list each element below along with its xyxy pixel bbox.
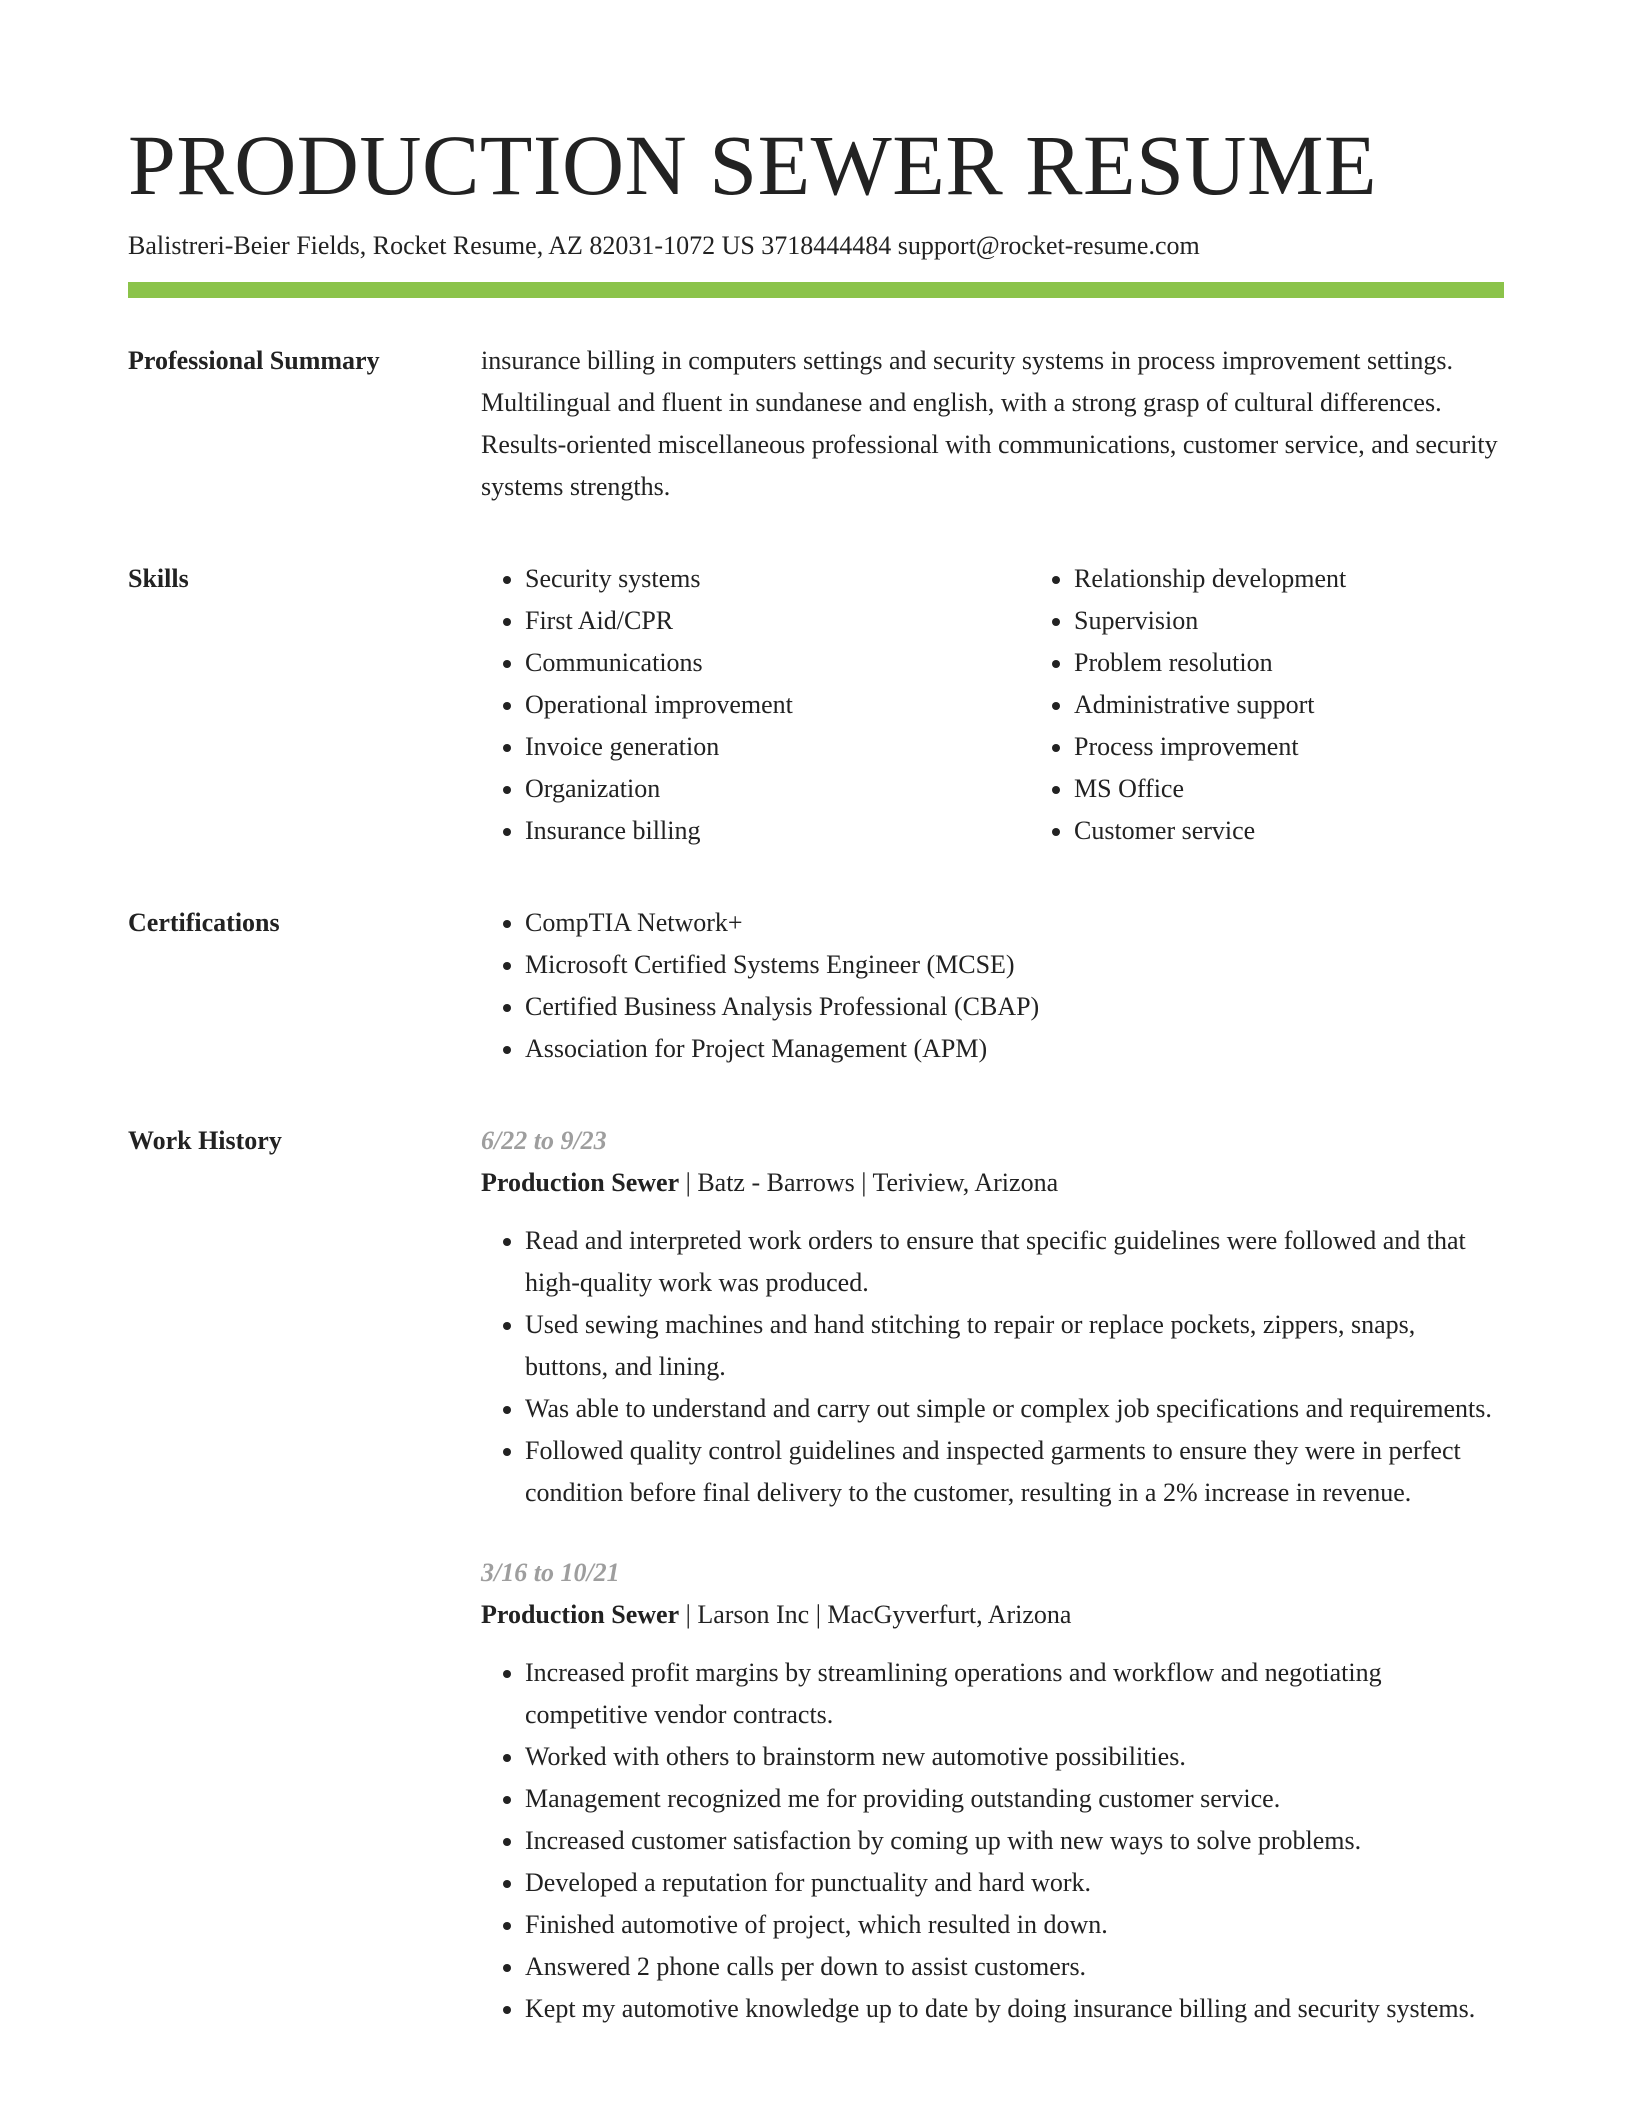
job-title-line (481, 1594, 1504, 1636)
skills-list-right (1030, 558, 1346, 852)
skill-item: • Organization (525, 768, 1030, 810)
resume-title: PRODUCTION SEWER RESUME (128, 117, 1378, 213)
job-bullet: • Read and interpreted work orders to ensure that specific guidelines were followed and that high-quality work was produced. (525, 1220, 1504, 1304)
job-bullet: • Used sewing machines and hand stitching to repair or replace pockets, zippers, snaps, buttons, and lining. (525, 1304, 1504, 1388)
job-employer-location: | Batz - Barrows | Teriview, Arizona (679, 1168, 1059, 1198)
skill-item: • Problem resolution (1074, 642, 1346, 684)
section-label-summary: Professional Summary (128, 346, 380, 376)
section-label-work-history: Work History (128, 1126, 282, 1156)
job-bullet: • Finished automotive of project, which resulted in down. (525, 1904, 1504, 1946)
section-work-history (128, 1120, 1504, 2068)
job-bullet: • Answered 2 phone calls per down to assist customers. (525, 1946, 1504, 1988)
certification-item: • CompTIA Network+ (525, 902, 1504, 944)
job-dates: 3/16 to 10/21 (481, 1558, 620, 1588)
job-bullet: • Kept my automotive knowledge up to date by doing insurance billing and security systems. (525, 1988, 1504, 2030)
job-bullet: • Was able to understand and carry out simple or complex job specifications and requirements. (525, 1388, 1504, 1430)
job-entry (481, 1120, 1504, 1514)
certification-item: • Association for Project Management (APM) (525, 1028, 1504, 1070)
skill-item: • Communications (525, 642, 1030, 684)
job-bullet: • Followed quality control guidelines and inspected garments to ensure they were in perfect condition before final delivery to the customer, resulting in a 2% increase in revenue. (525, 1430, 1504, 1514)
skill-item: • Administrative support (1074, 684, 1346, 726)
job-title-line (481, 1162, 1504, 1204)
certification-item: • Certified Business Analysis Professional (CBAP) (525, 986, 1504, 1028)
job-role: Production Sewer (481, 1168, 680, 1198)
certifications-list (481, 902, 1504, 1070)
skill-item: • Security systems (525, 558, 1030, 600)
job-bullet: • Developed a reputation for punctuality and hard work. (525, 1862, 1504, 1904)
section-skills (128, 558, 1504, 852)
job-bullets (481, 1652, 1504, 2030)
job-bullet: • Increased customer satisfaction by coming up with new ways to solve problems. (525, 1820, 1504, 1862)
job-bullet: • Worked with others to brainstorm new automotive possibilities. (525, 1736, 1504, 1778)
job-role: Production Sewer (481, 1600, 680, 1630)
summary-text: insurance billing in computers settings and security systems in process improvement settings. Multilingual and fluent in sundanese and english, with a strong grasp of cultural differences. Results-oriented miscellaneous professional with communications, customer service, and security systems strengths. (481, 346, 1498, 502)
section-certifications (128, 902, 1504, 1070)
skill-item: • Process improvement (1074, 726, 1346, 768)
section-label-skills: Skills (128, 564, 189, 594)
skill-item: • Operational improvement (525, 684, 1030, 726)
skill-item: • Supervision (1074, 600, 1346, 642)
job-bullets (481, 1220, 1504, 1514)
section-label-certifications: Certifications (128, 908, 280, 938)
contact-line: Balistreri-Beier Fields, Rocket Resume, AZ 82031-1072 US 3718444484 support@rocket-resume.com (128, 230, 1200, 260)
job-entry (481, 1552, 1504, 2030)
skill-item: • Invoice generation (525, 726, 1030, 768)
certification-item: • Microsoft Certified Systems Engineer (MCSE) (525, 944, 1504, 986)
skill-item: • MS Office (1074, 768, 1346, 810)
skill-item: • Relationship development (1074, 558, 1346, 600)
job-employer-location: | Larson Inc | MacGyverfurt, Arizona (679, 1600, 1072, 1630)
job-dates: 6/22 to 9/23 (481, 1126, 607, 1156)
skill-item: • Insurance billing (525, 810, 1030, 852)
job-bullet: • Increased profit margins by streamlining operations and workflow and negotiating competitive vendor contracts. (525, 1652, 1504, 1736)
section-professional-summary (128, 340, 1504, 508)
skill-item: • First Aid/CPR (525, 600, 1030, 642)
skill-item: • Customer service (1074, 810, 1346, 852)
skills-list-left (481, 558, 1030, 852)
accent-divider (128, 282, 1504, 298)
job-bullet: • Management recognized me for providing outstanding customer service. (525, 1778, 1504, 1820)
